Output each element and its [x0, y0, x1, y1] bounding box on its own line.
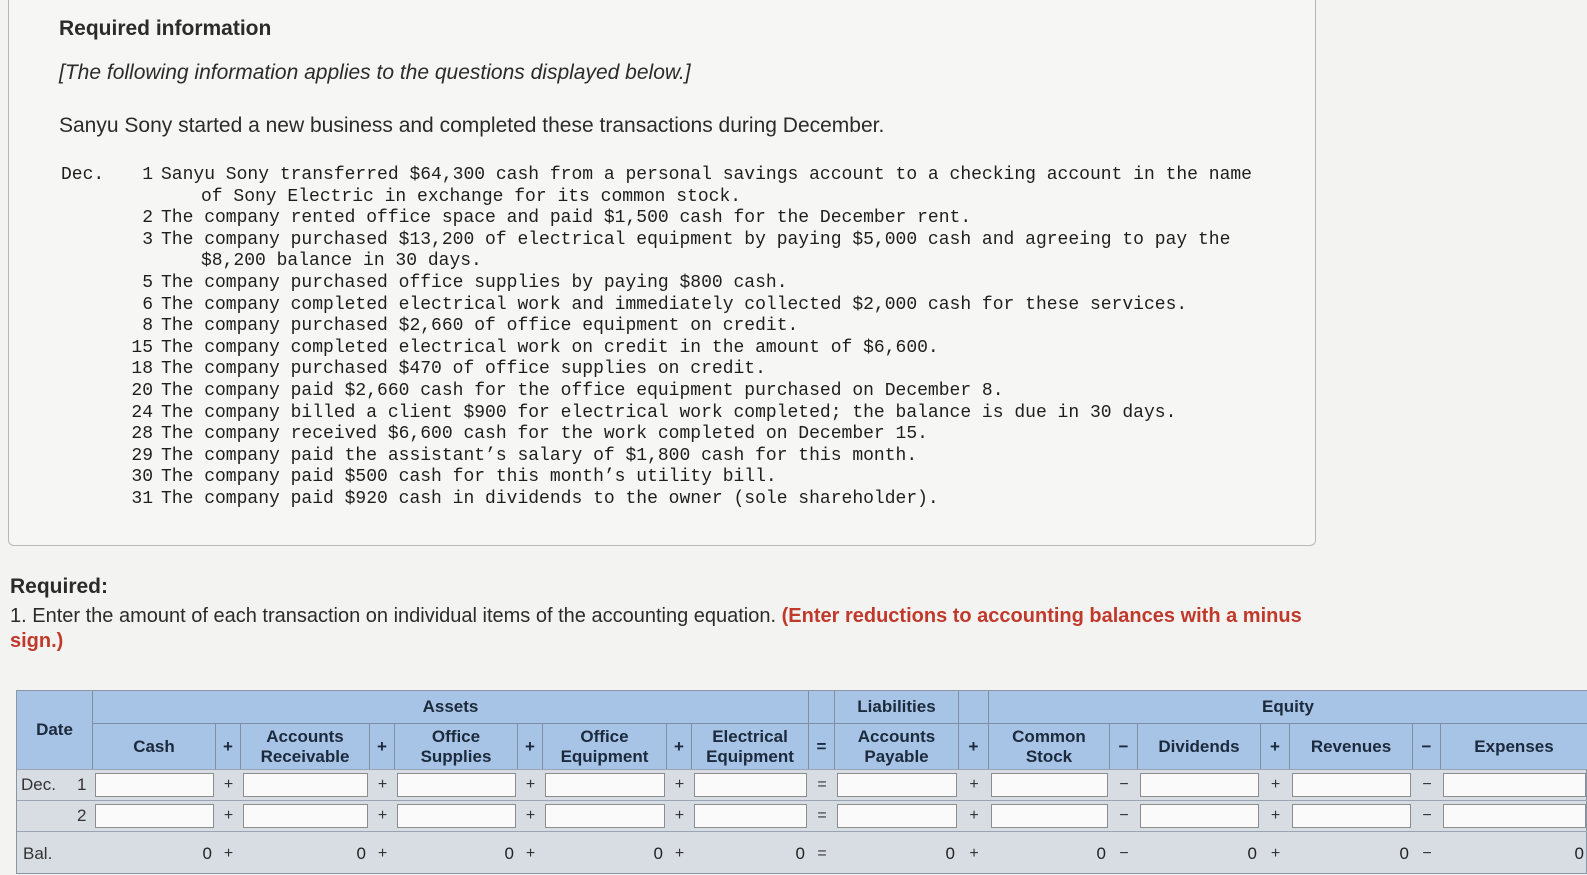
transaction-text: Sanyu Sony transferred $64,300 cash from a personal savings account to a checking account in the name: [161, 165, 1252, 185]
header-spacer: [959, 691, 989, 723]
group-header-liabilities: Liabilities: [835, 691, 959, 723]
operator: +: [1270, 776, 1281, 793]
operator: −: [1422, 776, 1432, 793]
transaction-day: 3: [142, 229, 153, 250]
transaction-text: The company paid the assistant’s salary of $1,800 cash for this month.: [161, 445, 918, 466]
operator: +: [525, 776, 536, 793]
transaction-text: The company purchased office supplies by paying $800 cash.: [161, 272, 788, 293]
transaction-item: [121, 359, 1281, 381]
transaction-text: The company purchased $2,660 of office equipment on credit.: [161, 316, 799, 337]
ar-input[interactable]: [243, 773, 368, 797]
transaction-item: [121, 381, 1281, 403]
transaction-day: 15: [131, 337, 153, 358]
transaction-text: The company purchased $470 of office supplies on credit.: [161, 359, 766, 380]
dividends-input[interactable]: [1140, 804, 1259, 828]
operator: +: [525, 807, 536, 824]
column-header-office_eq: Office Equipment: [543, 723, 667, 769]
ar-balance: 0: [356, 843, 366, 863]
column-header-supplies: Office Supplies: [395, 723, 518, 769]
transaction-text: The company purchased $13,200 of electrical equipment by paying $5,000 cash and agreeing to pay the: [161, 229, 1231, 250]
table-row: [17, 769, 1587, 800]
info-title: Required information: [59, 17, 272, 40]
transaction-text-cont: of Sony Electric in exchange for its common stock.: [201, 186, 742, 207]
transaction-day: 20: [131, 380, 153, 401]
operator-header: +: [959, 723, 989, 769]
operator: =: [817, 807, 827, 824]
operator-header: +: [518, 723, 543, 769]
stock-balance: 0: [1096, 843, 1106, 863]
transaction-item: [121, 316, 1281, 338]
elec_eq-input[interactable]: [694, 804, 807, 828]
dividends-input[interactable]: [1140, 773, 1259, 797]
transaction-item: [121, 273, 1281, 295]
cash-input[interactable]: [95, 804, 214, 828]
required-emphasis: (Enter reductions to accounting balances with a minus sign.): [10, 605, 1302, 652]
transaction-day: 2: [142, 208, 153, 229]
operator: +: [377, 776, 388, 793]
date-header: Date: [17, 691, 93, 769]
operator: −: [1422, 807, 1432, 824]
balance-row: [17, 831, 1587, 875]
row-day: 2: [77, 806, 87, 825]
supplies-balance: 0: [504, 843, 514, 863]
transactions-list: [121, 165, 1281, 511]
column-header-dividends: Dividends: [1138, 723, 1261, 769]
operator: −: [1119, 844, 1129, 862]
column-header-stock: Common Stock: [989, 723, 1110, 769]
info-intro: Sanyu Sony started a new business and completed these transactions during December.: [59, 114, 885, 137]
transaction-day: 8: [142, 316, 153, 337]
operator: +: [674, 807, 685, 824]
cash-balance: 0: [202, 843, 212, 863]
ap-input[interactable]: [837, 804, 957, 828]
transaction-text: The company paid $920 cash in dividends to the owner (sole shareholder).: [161, 488, 939, 509]
transaction-item: [121, 446, 1281, 468]
operator-header: +: [667, 723, 692, 769]
operator-header: +: [370, 723, 395, 769]
transaction-day: 31: [131, 488, 153, 509]
revenues-balance: 0: [1399, 843, 1409, 863]
transaction-day: 24: [131, 402, 153, 423]
column-header-expenses: Expenses: [1441, 723, 1587, 769]
expenses-balance: 0: [1574, 843, 1584, 863]
elec_eq-input[interactable]: [694, 773, 807, 797]
required-label: Required:: [10, 575, 109, 598]
operator-header: −: [1110, 723, 1138, 769]
operator: +: [223, 807, 234, 824]
column-header-revenues: Revenues: [1290, 723, 1413, 769]
column-header-ar: Accounts Receivable: [241, 723, 370, 769]
transaction-item: [121, 338, 1281, 360]
transaction-item: [121, 165, 1281, 208]
operator: −: [1119, 807, 1129, 824]
transaction-text: The company paid $500 cash for this month’s utility bill.: [161, 467, 777, 488]
stock-input[interactable]: [991, 804, 1108, 828]
transaction-text: The company rented office space and paid $1,500 cash for the December rent.: [161, 208, 972, 229]
header-spacer: [809, 691, 835, 723]
stock-input[interactable]: [991, 773, 1108, 797]
ap-balance: 0: [945, 843, 955, 863]
column-header-cash: Cash: [93, 723, 216, 769]
operator: +: [525, 844, 536, 862]
column-header-ap: Accounts Payable: [835, 723, 959, 769]
operator: −: [1422, 844, 1432, 862]
transaction-day: 6: [142, 294, 153, 315]
transaction-item: [121, 403, 1281, 425]
office_eq-input[interactable]: [545, 804, 665, 828]
revenues-input[interactable]: [1292, 773, 1411, 797]
transaction-day: 29: [131, 445, 153, 466]
required-text: 1. Enter the amount of each transaction on individual items of the accounting equation.: [10, 605, 782, 627]
transaction-day: 18: [131, 359, 153, 380]
required-instructions: [10, 604, 1330, 654]
transaction-day: 28: [131, 424, 153, 445]
operator-header: +: [1261, 723, 1290, 769]
transaction-item: [121, 424, 1281, 446]
ar-input[interactable]: [243, 804, 368, 828]
office_eq-input[interactable]: [545, 773, 665, 797]
row-day: 1: [77, 775, 87, 794]
group-header-assets: Assets: [93, 691, 809, 723]
elec_eq-balance: 0: [795, 843, 805, 863]
accounting-equation-table: [16, 690, 1587, 874]
transaction-item: [121, 489, 1281, 511]
operator: +: [969, 807, 979, 824]
office_eq-balance: 0: [653, 843, 663, 863]
transaction-item: [121, 230, 1281, 273]
transaction-day: 30: [131, 467, 153, 488]
operator: +: [674, 844, 685, 862]
transaction-item: [121, 295, 1281, 317]
dividends-balance: 0: [1247, 843, 1257, 863]
operator: +: [674, 776, 685, 793]
operator: =: [817, 844, 827, 862]
operator: +: [223, 844, 234, 862]
transaction-item: [121, 208, 1281, 230]
transactions-month: Dec.: [61, 165, 105, 185]
transaction-item: [121, 467, 1281, 489]
row-month: Dec.: [21, 775, 56, 794]
transaction-text: The company completed electrical work on credit in the amount of $6,600.: [161, 337, 939, 358]
operator: +: [969, 776, 979, 793]
revenues-input[interactable]: [1292, 804, 1411, 828]
table-row: [17, 800, 1587, 831]
info-note: [The following information applies to the questions displayed below.]: [59, 61, 691, 84]
supplies-input[interactable]: [397, 773, 516, 797]
operator-header: =: [809, 723, 835, 769]
transaction-text: The company completed electrical work and immediately collected $2,000 cash for these services.: [161, 294, 1188, 315]
operator: +: [377, 844, 388, 862]
transaction-text: The company billed a client $900 for electrical work completed; the balance is due in 30 days.: [161, 402, 1177, 423]
column-header-elec_eq: Electrical Equipment: [692, 723, 809, 769]
transaction-text-cont: $8,200 balance in 30 days.: [201, 251, 482, 272]
operator: +: [377, 807, 388, 824]
transaction-day: 5: [142, 272, 153, 293]
group-header-equity: Equity: [989, 691, 1587, 723]
operator: +: [969, 844, 979, 862]
cash-input[interactable]: [95, 773, 214, 797]
operator-header: +: [216, 723, 241, 769]
expenses-input[interactable]: [1443, 804, 1586, 828]
ap-input[interactable]: [837, 773, 957, 797]
transaction-text: The company paid $2,660 cash for the office equipment purchased on December 8.: [161, 380, 1004, 401]
operator: =: [817, 776, 827, 793]
balance-label: Bal.: [23, 843, 53, 863]
information-panel: [8, 0, 1316, 546]
expenses-input[interactable]: [1443, 773, 1586, 797]
supplies-input[interactable]: [397, 804, 516, 828]
operator: −: [1119, 776, 1129, 793]
operator: +: [223, 776, 234, 793]
operator: +: [1270, 807, 1281, 824]
operator: +: [1270, 844, 1281, 862]
transaction-day: 1: [142, 165, 153, 185]
transaction-text: The company received $6,600 cash for the work completed on December 15.: [161, 424, 928, 445]
operator-header: −: [1413, 723, 1441, 769]
